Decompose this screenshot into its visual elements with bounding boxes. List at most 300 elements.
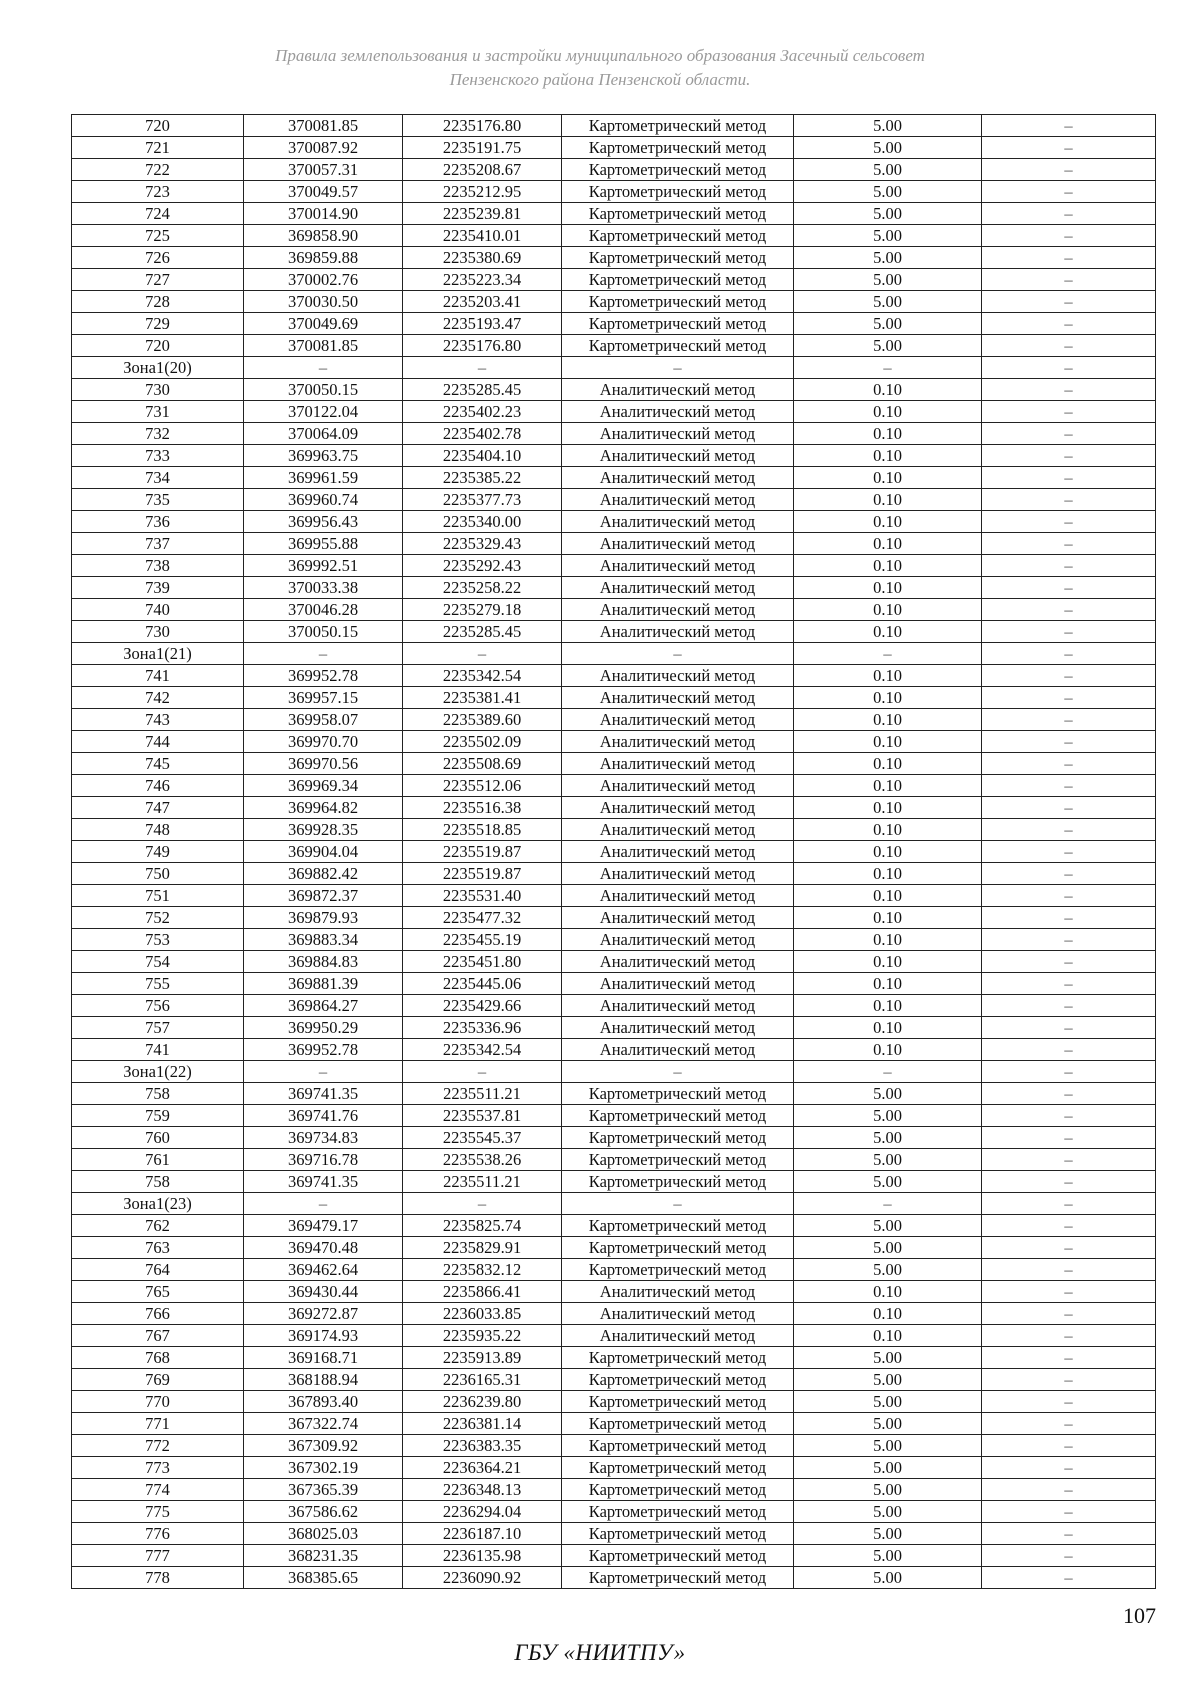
point-number-cell: 720 bbox=[72, 115, 244, 137]
document-footer: ГБУ «НИИТПУ» bbox=[514, 1640, 686, 1665]
method-cell: Картометрический метод bbox=[562, 1457, 794, 1479]
note-cell: – bbox=[982, 929, 1156, 951]
y-coordinate-cell: – bbox=[403, 1193, 562, 1215]
y-coordinate-cell: 2235511.21 bbox=[403, 1171, 562, 1193]
note-cell: – bbox=[982, 137, 1156, 159]
x-coordinate-cell: 370057.31 bbox=[244, 159, 403, 181]
y-coordinate-cell: 2235913.89 bbox=[403, 1347, 562, 1369]
method-cell: Аналитический метод bbox=[562, 533, 794, 555]
accuracy-cell: 0.10 bbox=[794, 1303, 982, 1325]
note-cell: – bbox=[982, 1281, 1156, 1303]
x-coordinate-cell: 369882.42 bbox=[244, 863, 403, 885]
accuracy-cell: 0.10 bbox=[794, 841, 982, 863]
accuracy-cell: 5.00 bbox=[794, 1105, 982, 1127]
table-row bbox=[72, 1017, 1156, 1039]
point-number-cell: 768 bbox=[72, 1347, 244, 1369]
note-cell: – bbox=[982, 1435, 1156, 1457]
table-row bbox=[72, 401, 1156, 423]
x-coordinate-cell: 370014.90 bbox=[244, 203, 403, 225]
point-number-cell: 722 bbox=[72, 159, 244, 181]
note-cell: – bbox=[982, 1017, 1156, 1039]
accuracy-cell: 0.10 bbox=[794, 1039, 982, 1061]
method-cell: Аналитический метод bbox=[562, 907, 794, 929]
y-coordinate-cell: 2235212.95 bbox=[403, 181, 562, 203]
x-coordinate-cell: 369955.88 bbox=[244, 533, 403, 555]
note-cell: – bbox=[982, 423, 1156, 445]
method-cell: Аналитический метод bbox=[562, 797, 794, 819]
accuracy-cell: 5.00 bbox=[794, 335, 982, 357]
table-row bbox=[72, 159, 1156, 181]
table-row bbox=[72, 533, 1156, 555]
x-coordinate-cell: 369741.35 bbox=[244, 1083, 403, 1105]
method-cell: Картометрический метод bbox=[562, 1567, 794, 1589]
accuracy-cell: 5.00 bbox=[794, 159, 982, 181]
document-header bbox=[180, 44, 1020, 92]
point-number-cell: Зона1(21) bbox=[72, 643, 244, 665]
accuracy-cell: 5.00 bbox=[794, 1545, 982, 1567]
y-coordinate-cell: 2235477.32 bbox=[403, 907, 562, 929]
accuracy-cell: 5.00 bbox=[794, 1369, 982, 1391]
x-coordinate-cell: 367309.92 bbox=[244, 1435, 403, 1457]
y-coordinate-cell: 2236187.10 bbox=[403, 1523, 562, 1545]
x-coordinate-cell: 369272.87 bbox=[244, 1303, 403, 1325]
point-number-cell: 756 bbox=[72, 995, 244, 1017]
note-cell: – bbox=[982, 599, 1156, 621]
point-number-cell: 775 bbox=[72, 1501, 244, 1523]
table-row bbox=[72, 423, 1156, 445]
method-cell: Картометрический метод bbox=[562, 1171, 794, 1193]
method-cell: Картометрический метод bbox=[562, 1413, 794, 1435]
note-cell: – bbox=[982, 1457, 1156, 1479]
note-cell: – bbox=[982, 731, 1156, 753]
table-row bbox=[72, 797, 1156, 819]
note-cell: – bbox=[982, 1039, 1156, 1061]
point-number-cell: 774 bbox=[72, 1479, 244, 1501]
table-row bbox=[72, 1105, 1156, 1127]
y-coordinate-cell: 2235203.41 bbox=[403, 291, 562, 313]
x-coordinate-cell: 369952.78 bbox=[244, 665, 403, 687]
method-cell: Аналитический метод bbox=[562, 995, 794, 1017]
x-coordinate-cell: 370081.85 bbox=[244, 335, 403, 357]
point-number-cell: 770 bbox=[72, 1391, 244, 1413]
note-cell: – bbox=[982, 1259, 1156, 1281]
y-coordinate-cell: 2235519.87 bbox=[403, 863, 562, 885]
point-number-cell: 778 bbox=[72, 1567, 244, 1589]
method-cell: Аналитический метод bbox=[562, 841, 794, 863]
table-row bbox=[72, 1171, 1156, 1193]
point-number-cell: 720 bbox=[72, 335, 244, 357]
method-cell: Картометрический метод bbox=[562, 313, 794, 335]
method-cell: Картометрический метод bbox=[562, 1083, 794, 1105]
point-number-cell: 750 bbox=[72, 863, 244, 885]
note-cell: – bbox=[982, 555, 1156, 577]
accuracy-cell: 5.00 bbox=[794, 1083, 982, 1105]
note-cell: – bbox=[982, 709, 1156, 731]
method-cell: Картометрический метод bbox=[562, 203, 794, 225]
x-coordinate-cell: 369883.34 bbox=[244, 929, 403, 951]
y-coordinate-cell: 2235285.45 bbox=[403, 621, 562, 643]
zone-row bbox=[72, 357, 1156, 379]
x-coordinate-cell: 370087.92 bbox=[244, 137, 403, 159]
y-coordinate-cell: 2235402.23 bbox=[403, 401, 562, 423]
method-cell: – bbox=[562, 357, 794, 379]
point-number-cell: 731 bbox=[72, 401, 244, 423]
x-coordinate-cell: 369950.29 bbox=[244, 1017, 403, 1039]
table-row bbox=[72, 1523, 1156, 1545]
y-coordinate-cell: 2235258.22 bbox=[403, 577, 562, 599]
y-coordinate-cell: 2236348.13 bbox=[403, 1479, 562, 1501]
x-coordinate-cell: 370002.76 bbox=[244, 269, 403, 291]
x-coordinate-cell: – bbox=[244, 643, 403, 665]
x-coordinate-cell: 369879.93 bbox=[244, 907, 403, 929]
accuracy-cell: 0.10 bbox=[794, 577, 982, 599]
y-coordinate-cell: 2235832.12 bbox=[403, 1259, 562, 1281]
accuracy-cell: 5.00 bbox=[794, 137, 982, 159]
x-coordinate-cell: 369462.64 bbox=[244, 1259, 403, 1281]
note-cell: – bbox=[982, 577, 1156, 599]
x-coordinate-cell: 370033.38 bbox=[244, 577, 403, 599]
accuracy-cell: 0.10 bbox=[794, 731, 982, 753]
method-cell: Картометрический метод bbox=[562, 181, 794, 203]
point-number-cell: Зона1(23) bbox=[72, 1193, 244, 1215]
x-coordinate-cell: 370050.15 bbox=[244, 621, 403, 643]
note-cell: – bbox=[982, 533, 1156, 555]
method-cell: Картометрический метод bbox=[562, 1105, 794, 1127]
point-number-cell: 725 bbox=[72, 225, 244, 247]
y-coordinate-cell: 2236381.14 bbox=[403, 1413, 562, 1435]
note-cell: – bbox=[982, 1523, 1156, 1545]
method-cell: Аналитический метод bbox=[562, 665, 794, 687]
y-coordinate-cell: 2235380.69 bbox=[403, 247, 562, 269]
note-cell: – bbox=[982, 1303, 1156, 1325]
method-cell: – bbox=[562, 1061, 794, 1083]
point-number-cell: 754 bbox=[72, 951, 244, 973]
table-row bbox=[72, 1259, 1156, 1281]
note-cell: – bbox=[982, 335, 1156, 357]
note-cell: – bbox=[982, 1193, 1156, 1215]
y-coordinate-cell: – bbox=[403, 1061, 562, 1083]
method-cell: Аналитический метод bbox=[562, 467, 794, 489]
method-cell: Картометрический метод bbox=[562, 1391, 794, 1413]
point-number-cell: 752 bbox=[72, 907, 244, 929]
note-cell: – bbox=[982, 225, 1156, 247]
point-number-cell: 764 bbox=[72, 1259, 244, 1281]
accuracy-cell: 0.10 bbox=[794, 863, 982, 885]
accuracy-cell: 5.00 bbox=[794, 1413, 982, 1435]
point-number-cell: 747 bbox=[72, 797, 244, 819]
table-row bbox=[72, 555, 1156, 577]
y-coordinate-cell: 2235935.22 bbox=[403, 1325, 562, 1347]
x-coordinate-cell: 370081.85 bbox=[244, 115, 403, 137]
point-number-cell: 727 bbox=[72, 269, 244, 291]
method-cell: Картометрический метод bbox=[562, 1435, 794, 1457]
point-number-cell: 773 bbox=[72, 1457, 244, 1479]
x-coordinate-cell: 367302.19 bbox=[244, 1457, 403, 1479]
y-coordinate-cell: 2235531.40 bbox=[403, 885, 562, 907]
accuracy-cell: 5.00 bbox=[794, 1149, 982, 1171]
method-cell: Картометрический метод bbox=[562, 247, 794, 269]
accuracy-cell: – bbox=[794, 1061, 982, 1083]
note-cell: – bbox=[982, 203, 1156, 225]
method-cell: Аналитический метод bbox=[562, 731, 794, 753]
accuracy-cell: 0.10 bbox=[794, 665, 982, 687]
point-number-cell: 741 bbox=[72, 1039, 244, 1061]
table-row bbox=[72, 445, 1156, 467]
note-cell: – bbox=[982, 445, 1156, 467]
method-cell: Аналитический метод bbox=[562, 599, 794, 621]
x-coordinate-cell: 369430.44 bbox=[244, 1281, 403, 1303]
note-cell: – bbox=[982, 1347, 1156, 1369]
zone-row bbox=[72, 1193, 1156, 1215]
table-row bbox=[72, 973, 1156, 995]
note-cell: – bbox=[982, 863, 1156, 885]
accuracy-cell: 5.00 bbox=[794, 1567, 982, 1589]
note-cell: – bbox=[982, 247, 1156, 269]
accuracy-cell: 0.10 bbox=[794, 929, 982, 951]
table-row bbox=[72, 841, 1156, 863]
coordinates-table bbox=[71, 114, 1156, 1589]
y-coordinate-cell: 2235410.01 bbox=[403, 225, 562, 247]
y-coordinate-cell: 2235516.38 bbox=[403, 797, 562, 819]
method-cell: Картометрический метод bbox=[562, 1215, 794, 1237]
accuracy-cell: 5.00 bbox=[794, 1391, 982, 1413]
y-coordinate-cell: 2235512.06 bbox=[403, 775, 562, 797]
note-cell: – bbox=[982, 1149, 1156, 1171]
x-coordinate-cell: 367893.40 bbox=[244, 1391, 403, 1413]
point-number-cell: 729 bbox=[72, 313, 244, 335]
method-cell: Аналитический метод bbox=[562, 401, 794, 423]
method-cell: Аналитический метод bbox=[562, 951, 794, 973]
note-cell: – bbox=[982, 1501, 1156, 1523]
y-coordinate-cell: 2235508.69 bbox=[403, 753, 562, 775]
table-row bbox=[72, 1281, 1156, 1303]
accuracy-cell: 0.10 bbox=[794, 1325, 982, 1347]
accuracy-cell: 0.10 bbox=[794, 753, 982, 775]
method-cell: Аналитический метод bbox=[562, 379, 794, 401]
point-number-cell: 724 bbox=[72, 203, 244, 225]
y-coordinate-cell: 2235389.60 bbox=[403, 709, 562, 731]
table-row bbox=[72, 1545, 1156, 1567]
table-row bbox=[72, 885, 1156, 907]
point-number-cell: 740 bbox=[72, 599, 244, 621]
note-cell: – bbox=[982, 1545, 1156, 1567]
method-cell: Аналитический метод bbox=[562, 863, 794, 885]
table-row bbox=[72, 995, 1156, 1017]
point-number-cell: 767 bbox=[72, 1325, 244, 1347]
table-row bbox=[72, 1369, 1156, 1391]
note-cell: – bbox=[982, 1391, 1156, 1413]
accuracy-cell: 0.10 bbox=[794, 885, 982, 907]
method-cell: Картометрический метод bbox=[562, 269, 794, 291]
point-number-cell: 742 bbox=[72, 687, 244, 709]
accuracy-cell: 5.00 bbox=[794, 1237, 982, 1259]
method-cell: Аналитический метод bbox=[562, 885, 794, 907]
table-row bbox=[72, 929, 1156, 951]
method-cell: Картометрический метод bbox=[562, 1149, 794, 1171]
method-cell: Аналитический метод bbox=[562, 621, 794, 643]
table-row bbox=[72, 1435, 1156, 1457]
y-coordinate-cell: 2236294.04 bbox=[403, 1501, 562, 1523]
accuracy-cell: 0.10 bbox=[794, 555, 982, 577]
x-coordinate-cell: 369716.78 bbox=[244, 1149, 403, 1171]
method-cell: – bbox=[562, 1193, 794, 1215]
note-cell: – bbox=[982, 753, 1156, 775]
accuracy-cell: 0.10 bbox=[794, 445, 982, 467]
y-coordinate-cell: 2235537.81 bbox=[403, 1105, 562, 1127]
accuracy-cell: – bbox=[794, 1193, 982, 1215]
method-cell: Аналитический метод bbox=[562, 1325, 794, 1347]
method-cell: Картометрический метод bbox=[562, 1501, 794, 1523]
y-coordinate-cell: 2235342.54 bbox=[403, 1039, 562, 1061]
y-coordinate-cell: 2235176.80 bbox=[403, 115, 562, 137]
x-coordinate-cell: 367586.62 bbox=[244, 1501, 403, 1523]
point-number-cell: 769 bbox=[72, 1369, 244, 1391]
x-coordinate-cell: 368385.65 bbox=[244, 1567, 403, 1589]
y-coordinate-cell: 2235519.87 bbox=[403, 841, 562, 863]
point-number-cell: 771 bbox=[72, 1413, 244, 1435]
header-line-2: Пензенского района Пензенской области. bbox=[449, 70, 751, 89]
x-coordinate-cell: 369964.82 bbox=[244, 797, 403, 819]
accuracy-cell: 0.10 bbox=[794, 1017, 982, 1039]
y-coordinate-cell: 2236033.85 bbox=[403, 1303, 562, 1325]
note-cell: – bbox=[982, 357, 1156, 379]
table-row bbox=[72, 511, 1156, 533]
accuracy-cell: 0.10 bbox=[794, 951, 982, 973]
accuracy-cell: 5.00 bbox=[794, 291, 982, 313]
note-cell: – bbox=[982, 1479, 1156, 1501]
accuracy-cell: 5.00 bbox=[794, 1171, 982, 1193]
y-coordinate-cell: – bbox=[403, 643, 562, 665]
y-coordinate-cell: 2235340.00 bbox=[403, 511, 562, 533]
x-coordinate-cell: 369168.71 bbox=[244, 1347, 403, 1369]
y-coordinate-cell: 2235455.19 bbox=[403, 929, 562, 951]
x-coordinate-cell: 369956.43 bbox=[244, 511, 403, 533]
method-cell: Картометрический метод bbox=[562, 1479, 794, 1501]
method-cell: Картометрический метод bbox=[562, 137, 794, 159]
table-row bbox=[72, 291, 1156, 313]
x-coordinate-cell: 369741.35 bbox=[244, 1171, 403, 1193]
point-number-cell: Зона1(20) bbox=[72, 357, 244, 379]
point-number-cell: 734 bbox=[72, 467, 244, 489]
note-cell: – bbox=[982, 467, 1156, 489]
note-cell: – bbox=[982, 995, 1156, 1017]
table-row bbox=[72, 1303, 1156, 1325]
x-coordinate-cell: 369881.39 bbox=[244, 973, 403, 995]
y-coordinate-cell: 2235402.78 bbox=[403, 423, 562, 445]
x-coordinate-cell: 370122.04 bbox=[244, 401, 403, 423]
point-number-cell: 730 bbox=[72, 379, 244, 401]
x-coordinate-cell: 368231.35 bbox=[244, 1545, 403, 1567]
accuracy-cell: 0.10 bbox=[794, 1281, 982, 1303]
y-coordinate-cell: 2235518.85 bbox=[403, 819, 562, 841]
note-cell: – bbox=[982, 401, 1156, 423]
note-cell: – bbox=[982, 841, 1156, 863]
y-coordinate-cell: 2235285.45 bbox=[403, 379, 562, 401]
accuracy-cell: – bbox=[794, 643, 982, 665]
y-coordinate-cell: 2236239.80 bbox=[403, 1391, 562, 1413]
accuracy-cell: 5.00 bbox=[794, 1259, 982, 1281]
x-coordinate-cell: 370049.57 bbox=[244, 181, 403, 203]
accuracy-cell: 0.10 bbox=[794, 467, 982, 489]
note-cell: – bbox=[982, 1083, 1156, 1105]
x-coordinate-cell: 369174.93 bbox=[244, 1325, 403, 1347]
x-coordinate-cell: 369904.04 bbox=[244, 841, 403, 863]
page-number: 107 bbox=[1123, 1603, 1156, 1628]
note-cell: – bbox=[982, 159, 1156, 181]
method-cell: Аналитический метод bbox=[562, 929, 794, 951]
x-coordinate-cell: 369470.48 bbox=[244, 1237, 403, 1259]
note-cell: – bbox=[982, 665, 1156, 687]
point-number-cell: 772 bbox=[72, 1435, 244, 1457]
table-row bbox=[72, 1479, 1156, 1501]
accuracy-cell: 5.00 bbox=[794, 203, 982, 225]
accuracy-cell: 0.10 bbox=[794, 489, 982, 511]
accuracy-cell: 5.00 bbox=[794, 1523, 982, 1545]
zone-row bbox=[72, 643, 1156, 665]
method-cell: – bbox=[562, 643, 794, 665]
note-cell: – bbox=[982, 819, 1156, 841]
point-number-cell: 749 bbox=[72, 841, 244, 863]
accuracy-cell: 5.00 bbox=[794, 313, 982, 335]
accuracy-cell: 5.00 bbox=[794, 269, 982, 291]
method-cell: Аналитический метод bbox=[562, 753, 794, 775]
x-coordinate-cell: 367322.74 bbox=[244, 1413, 403, 1435]
x-coordinate-cell: 369957.15 bbox=[244, 687, 403, 709]
method-cell: Аналитический метод bbox=[562, 709, 794, 731]
point-number-cell: 732 bbox=[72, 423, 244, 445]
y-coordinate-cell: 2235385.22 bbox=[403, 467, 562, 489]
accuracy-cell: 0.10 bbox=[794, 709, 982, 731]
y-coordinate-cell: 2236090.92 bbox=[403, 1567, 562, 1589]
method-cell: Картометрический метод bbox=[562, 1237, 794, 1259]
method-cell: Картометрический метод bbox=[562, 1545, 794, 1567]
zone-row bbox=[72, 1061, 1156, 1083]
x-coordinate-cell: 370064.09 bbox=[244, 423, 403, 445]
point-number-cell: 759 bbox=[72, 1105, 244, 1127]
y-coordinate-cell: 2235502.09 bbox=[403, 731, 562, 753]
y-coordinate-cell: – bbox=[403, 357, 562, 379]
y-coordinate-cell: 2235292.43 bbox=[403, 555, 562, 577]
accuracy-cell: 5.00 bbox=[794, 1347, 982, 1369]
note-cell: – bbox=[982, 511, 1156, 533]
note-cell: – bbox=[982, 1105, 1156, 1127]
note-cell: – bbox=[982, 379, 1156, 401]
point-number-cell: 721 bbox=[72, 137, 244, 159]
method-cell: Аналитический метод bbox=[562, 973, 794, 995]
x-coordinate-cell: 370049.69 bbox=[244, 313, 403, 335]
y-coordinate-cell: 2235545.37 bbox=[403, 1127, 562, 1149]
accuracy-cell: 5.00 bbox=[794, 225, 982, 247]
note-cell: – bbox=[982, 1237, 1156, 1259]
x-coordinate-cell: 369992.51 bbox=[244, 555, 403, 577]
note-cell: – bbox=[982, 1215, 1156, 1237]
note-cell: – bbox=[982, 907, 1156, 929]
table-row bbox=[72, 709, 1156, 731]
accuracy-cell: 0.10 bbox=[794, 423, 982, 445]
note-cell: – bbox=[982, 973, 1156, 995]
accuracy-cell: 0.10 bbox=[794, 973, 982, 995]
table-row bbox=[72, 489, 1156, 511]
point-number-cell: 757 bbox=[72, 1017, 244, 1039]
method-cell: Аналитический метод bbox=[562, 1039, 794, 1061]
method-cell: Аналитический метод bbox=[562, 423, 794, 445]
accuracy-cell: 0.10 bbox=[794, 379, 982, 401]
method-cell: Аналитический метод bbox=[562, 577, 794, 599]
accuracy-cell: 5.00 bbox=[794, 1479, 982, 1501]
table-row bbox=[72, 753, 1156, 775]
y-coordinate-cell: 2235538.26 bbox=[403, 1149, 562, 1171]
method-cell: Аналитический метод bbox=[562, 511, 794, 533]
